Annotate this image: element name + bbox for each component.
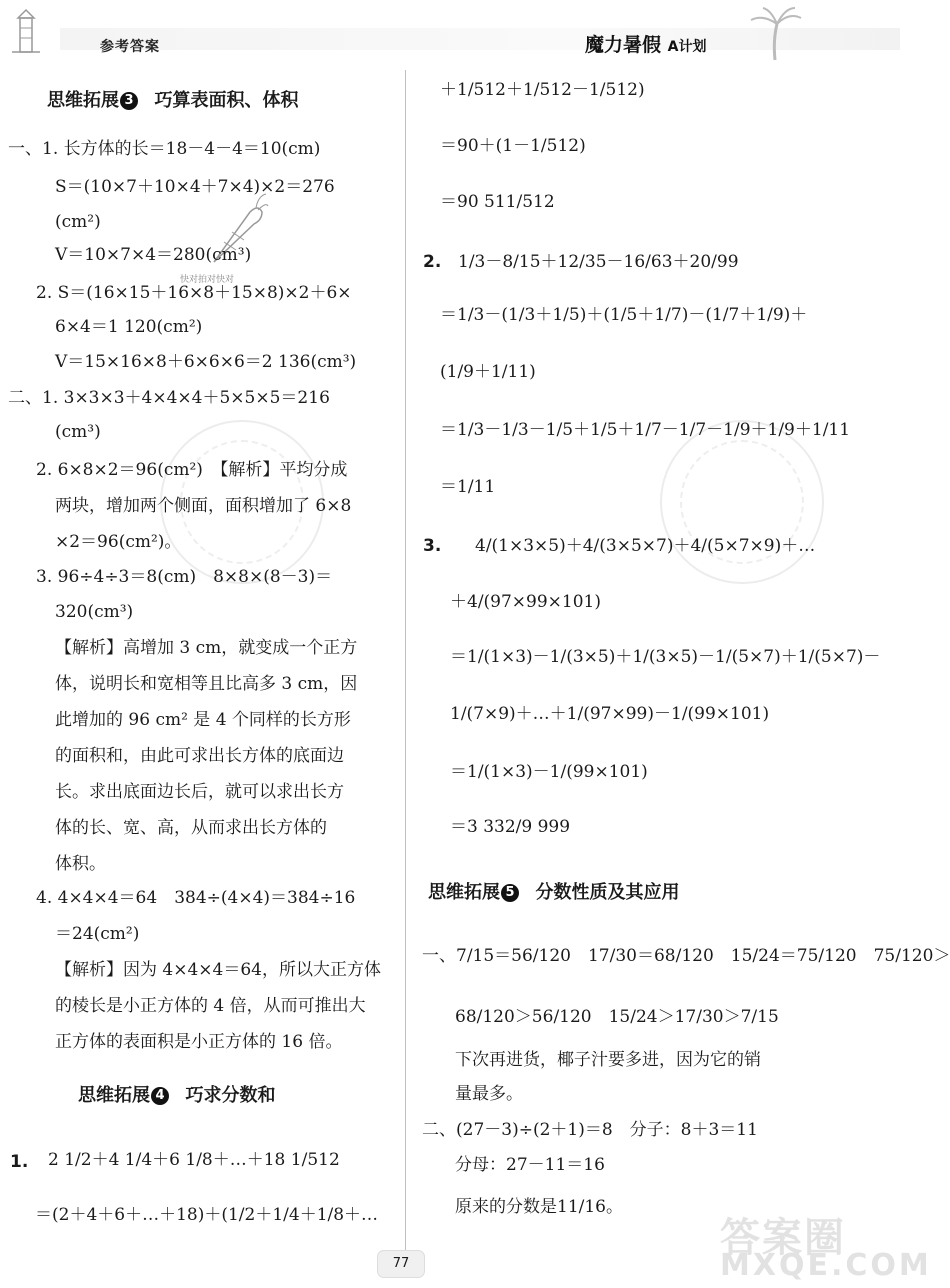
answer-line: 分母：27－11＝16 [455, 1155, 605, 1175]
answer-line: 【解析】高增加 3 cm，就变成一个正方 [55, 638, 358, 658]
section-name: 分数性质及其应用 [535, 882, 680, 903]
answer-line: V＝10×7×4＝280(cm³) [55, 245, 252, 265]
answer-line: ＝90 511/512 [440, 192, 555, 212]
stamp-caption: 快对拍对快对 [180, 275, 235, 285]
answer-line: 2. S＝(16×15＋16×8＋15×8)×2＋6× [36, 283, 352, 303]
watermark-logo: 答案圈 [720, 1215, 846, 1261]
answer-line: 1/3－8/15＋12/35－16/63＋20/99 [458, 252, 739, 272]
question-number: 3. [423, 536, 442, 556]
answer-line: (cm²) [55, 212, 101, 232]
section-label: 思维拓展 [47, 90, 119, 111]
answer-line: 量最多。 [455, 1084, 523, 1104]
answer-line: 一、1. 长方体的长＝18－4－4＝10(cm) [8, 139, 321, 159]
answer-line: S＝(10×7＋10×4＋7×4)×2＝276 [55, 177, 335, 197]
brand-subtitle: A计划 [667, 39, 707, 55]
answer-line: 2. 6×8×2＝96(cm²) 【解析】平均分成 [36, 460, 348, 480]
section-label: 思维拓展 [428, 882, 500, 903]
question-number: 2. [423, 252, 442, 272]
header-right-title [585, 30, 706, 57]
answer-line: ＝1/11 [440, 477, 496, 497]
answer-line: 320(cm³) [55, 602, 134, 622]
watermark-domain: MXQE.COM [720, 1248, 932, 1283]
answer-line: 4. 4×4×4＝64 384÷(4×4)＝384÷16 [36, 888, 356, 908]
section-name: 巧算表面积、体积 [154, 90, 299, 111]
answer-line: 一、7/15＝56/120 17/30＝68/120 15/24＝75/120 75/120＞ [422, 946, 950, 966]
answer-line: ＝(2＋4＋6＋…＋18)＋(1/2＋1/4＋1/8＋… [35, 1205, 379, 1225]
answer-line: (1/9＋1/11) [440, 362, 536, 382]
answer-line: 体，说明长和宽相等且比高多 3 cm，因 [55, 674, 358, 694]
answer-line: V＝15×16×8＋6×6×6＝2 136(cm³) [55, 352, 357, 372]
answer-line: 的面积和，由此可求出长方体的底面边 [55, 746, 344, 766]
answer-line: 【解析】因为 4×4×4＝64，所以大正方体 [55, 960, 381, 980]
section-title-4 [78, 1081, 276, 1107]
answer-line: 的棱长是小正方体的 4 倍，从而可推出大 [55, 996, 366, 1016]
answer-line: 正方体的表面积是小正方体的 16 倍。 [55, 1032, 343, 1052]
section-number-badge: 4 [151, 1087, 169, 1105]
answer-line: ＝1/3－1/3－1/5＋1/5＋1/7－1/7－1/9＋1/9＋1/11 [440, 420, 851, 440]
section-number-badge: 5 [501, 884, 519, 902]
answer-line: 3. 96÷4÷3＝8(cm) 8×8×(8－3)＝ [36, 567, 333, 587]
answer-line: 二、(27－3)÷(2＋1)＝8 分子：8＋3＝11 [422, 1120, 758, 1140]
section-label: 思维拓展 [78, 1085, 150, 1106]
answer-line: 体的长、宽、高，从而求出长方体的 [55, 818, 327, 838]
answer-line: ＝24(cm²) [55, 924, 140, 944]
answer-line: 2 1/2＋4 1/4＋6 1/8＋…＋18 1/512 [48, 1150, 340, 1170]
answer-line: 长。求出底面边长后，就可以求出长方 [55, 782, 344, 802]
section-title-3 [47, 86, 299, 112]
palm-tree-icon [745, 6, 805, 62]
answer-line: 此增加的 96 cm² 是 4 个同样的长方形 [55, 710, 351, 730]
answer-line: 6×4＝1 120(cm²) [55, 317, 203, 337]
question-number: 1. [10, 1152, 29, 1172]
answer-line: 1/(7×9)＋…＋1/(97×99)－1/(99×101) [450, 704, 770, 724]
page-number: 77 [377, 1250, 425, 1278]
page-header [0, 0, 900, 62]
section-number-badge: 3 [120, 92, 138, 110]
answer-line: ＋4/(97×99×101) [450, 592, 602, 612]
answer-line: ＝90＋(1－1/512) [440, 136, 586, 156]
column-divider [405, 70, 406, 1250]
section-title-5 [428, 878, 680, 904]
answer-line: ＝1/3－(1/3＋1/5)＋(1/5＋1/7)－(1/7＋1/9)＋ [440, 305, 808, 325]
section-name: 巧求分数和 [185, 1085, 276, 1106]
header-left-title: 参考答案 [100, 39, 160, 55]
answer-line: 4/(1×3×5)＋4/(3×5×7)＋4/(5×7×9)＋… [475, 536, 816, 556]
answer-line: 两块，增加两个侧面，面积增加了 6×8 [55, 496, 352, 516]
answer-line: 原来的分数是11/16。 [455, 1197, 623, 1217]
answer-line: ＝1/(1×3)－1/(3×5)＋1/(3×5)－1/(5×7)＋1/(5×7)－ [450, 647, 881, 667]
lighthouse-icon [6, 8, 46, 58]
answer-line: 68/120＞56/120 15/24＞17/30＞7/15 [455, 1007, 779, 1027]
answer-line: 下次再进货，椰子汁要多进，因为它的销 [455, 1050, 761, 1070]
brand-title: 魔力暑假 [585, 34, 662, 56]
answer-line: ＝1/(1×3)－1/(99×101) [450, 762, 648, 782]
answer-line: 体积。 [55, 854, 106, 874]
answer-line: ＋1/512＋1/512－1/512) [440, 80, 645, 100]
answer-line: ＝3 332/9 999 [450, 817, 571, 837]
answer-line: 二、1. 3×3×3＋4×4×4＋5×5×5＝216 [8, 388, 330, 408]
answer-line: ×2＝96(cm²)。 [55, 532, 182, 552]
answer-line: (cm³) [55, 422, 101, 442]
